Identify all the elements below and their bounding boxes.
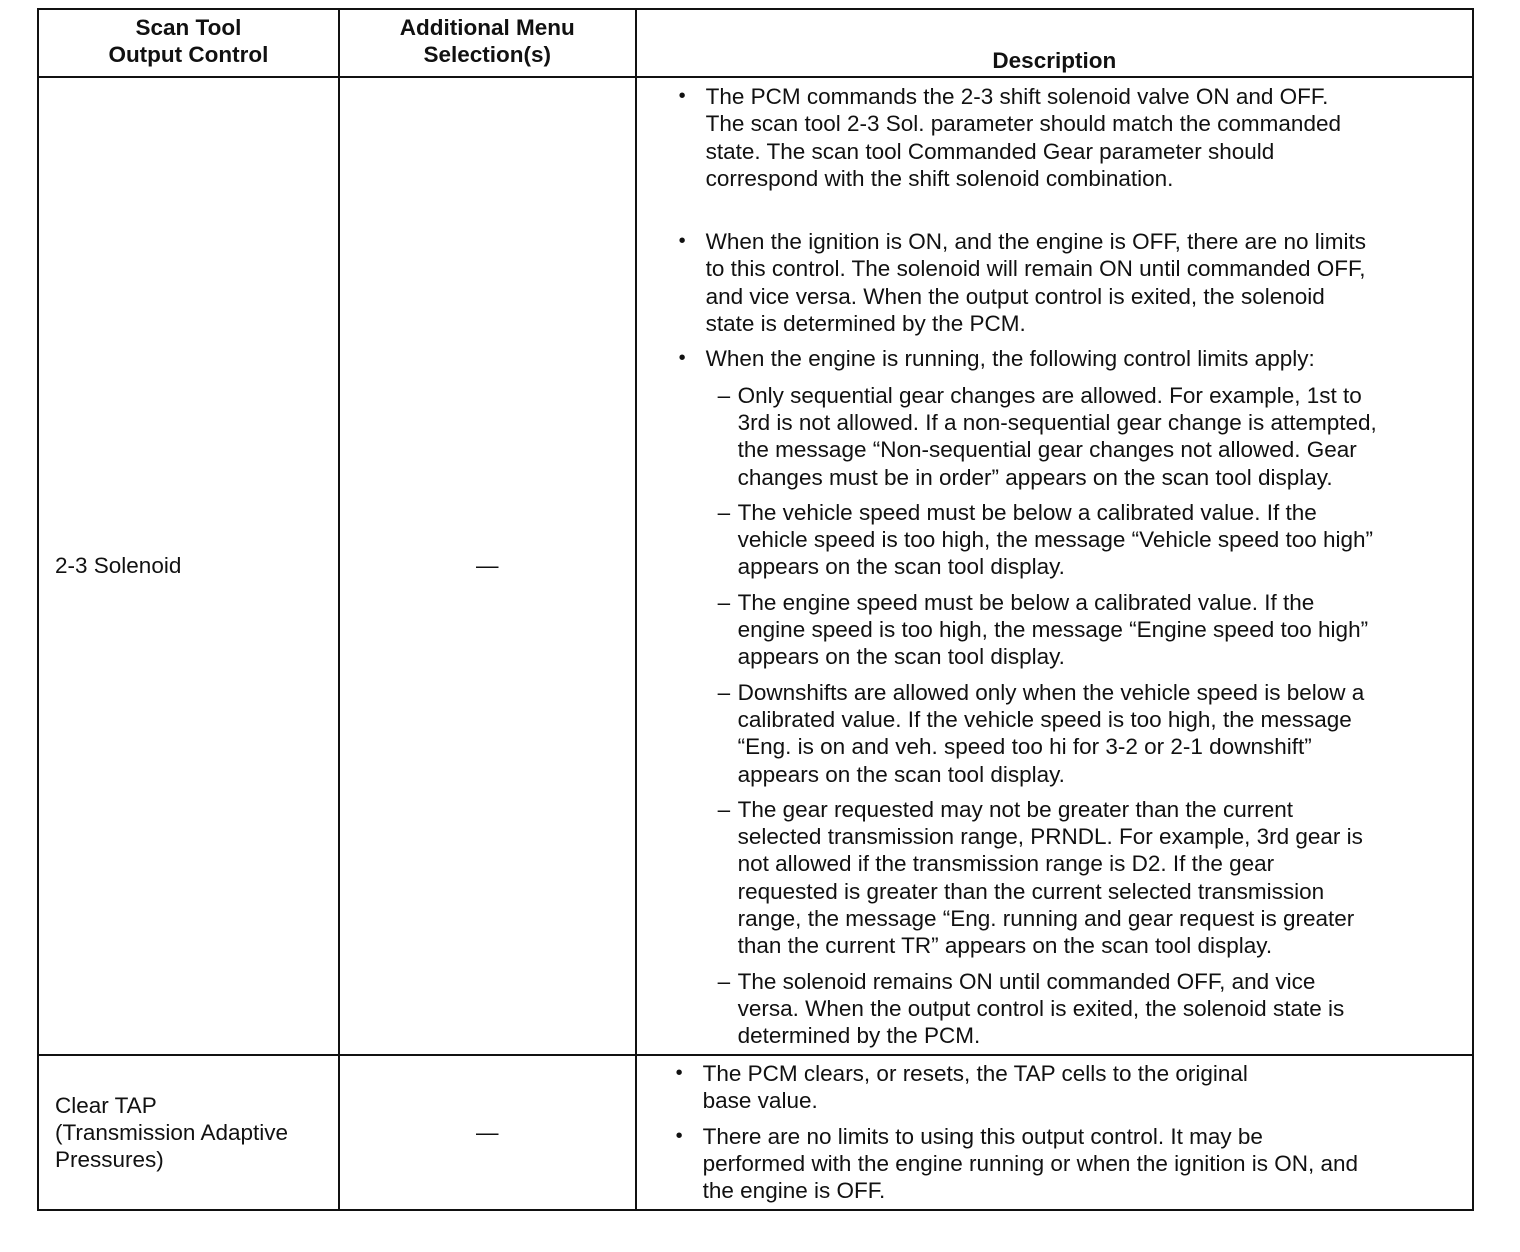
control-name: (Transmission Adaptive xyxy=(55,1119,289,1145)
text-line: state. The scan tool Commanded Gear parameter should xyxy=(705,138,1275,164)
description-bullet xyxy=(679,345,1464,1049)
text-line: state is determined by the PCM. xyxy=(705,311,1026,337)
sub-item xyxy=(706,968,1464,1050)
control-name: Clear TAP xyxy=(55,1092,157,1118)
text-line: – The vehicle speed must be below a calibrated value. If the xyxy=(737,499,1317,525)
text-line: calibrated value. If the vehicle speed is too high, the message xyxy=(737,706,1352,732)
text-line: selected transmission range, PRNDL. For example, 3rd gear is xyxy=(737,824,1363,850)
text-line: to this control. The solenoid will remain ON until commanded OFF, xyxy=(705,256,1366,282)
text-line: than the current TR” appears on the scan tool display. xyxy=(737,933,1273,959)
text-line: range, the message “Eng. running and gear request is greater xyxy=(737,906,1355,932)
text-line: requested is greater than the current selected transmission xyxy=(737,878,1325,904)
table-row xyxy=(38,77,1473,1055)
menu-selection-cell: — xyxy=(339,77,636,1055)
control-name: 2-3 Solenoid xyxy=(55,553,182,579)
menu-selection-cell: — xyxy=(339,1055,636,1210)
sub-item xyxy=(706,796,1464,960)
sub-item xyxy=(706,499,1464,581)
header-control-line: Output Control xyxy=(108,42,269,68)
text-line: 3rd is not allowed. If a non-sequential gear change is attempted, xyxy=(737,409,1377,435)
description-bullet xyxy=(676,1060,1464,1115)
text-line: appears on the scan tool display. xyxy=(737,554,1065,580)
header-additional-menu-selections xyxy=(339,9,636,77)
control-cell xyxy=(38,77,339,1055)
text-line: – The solenoid remains ON until commanded OFF, and vice xyxy=(737,968,1316,994)
table-row xyxy=(38,1055,1473,1210)
text-line: • When the ignition is ON, and the engine is OFF, there are no limits xyxy=(705,229,1366,255)
text-line: performed with the engine running or when the ignition is ON, and xyxy=(702,1150,1359,1176)
text-line: changes must be in order” appears on the scan tool display. xyxy=(737,464,1333,490)
text-line: – Downshifts are allowed only when the vehicle speed is below a xyxy=(737,679,1365,705)
text-line: • The PCM clears, or resets, the TAP cells to the original xyxy=(702,1061,1248,1086)
sub-item xyxy=(706,382,1464,491)
text-line: appears on the scan tool display. xyxy=(737,644,1065,670)
header-control-line: Scan Tool xyxy=(135,15,242,40)
control-name: Pressures) xyxy=(55,1147,164,1173)
sub-item xyxy=(706,679,1464,788)
header-menu-line: Additional Menu xyxy=(399,15,575,40)
header-scan-tool-output-control xyxy=(38,9,339,77)
text-line: base value. xyxy=(702,1088,818,1114)
text-line: – The engine speed must be below a calibrated value. If the xyxy=(737,589,1315,615)
text-line: not allowed if the transmission range is D2. If the gear xyxy=(737,851,1275,877)
description-bullet xyxy=(679,228,1464,337)
description-cell xyxy=(636,1055,1473,1210)
text-line: • When the engine is running, the following control limits apply: xyxy=(705,346,1315,372)
text-line: – Only sequential gear changes are allowed. For example, 1st to xyxy=(737,382,1362,408)
text-line: determined by the PCM. xyxy=(737,1023,981,1049)
text-line: the engine is OFF. xyxy=(702,1178,886,1204)
text-line: appears on the scan tool display. xyxy=(737,761,1065,787)
text-line: correspond with the shift solenoid combination. xyxy=(705,165,1174,191)
text-line: “Eng. is on and veh. speed too hi for 3-2 or 2-1 downshift” xyxy=(737,734,1312,760)
description-bullet xyxy=(676,1123,1464,1205)
control-cell xyxy=(38,1055,339,1210)
text-line: and vice versa. When the output control is exited, the solenoid xyxy=(705,283,1325,309)
text-line: vehicle speed is too high, the message “Vehicle speed too high” xyxy=(737,527,1374,553)
text-line: versa. When the output control is exited, the solenoid state is xyxy=(737,995,1345,1021)
text-line: • The PCM commands the 2-3 shift solenoid valve ON and OFF. xyxy=(705,84,1329,109)
description-cell xyxy=(636,77,1473,1055)
header-description: Description xyxy=(636,9,1473,77)
sub-item xyxy=(706,589,1464,671)
header-row xyxy=(38,9,1473,77)
header-menu-line: Selection(s) xyxy=(423,42,551,68)
output-control-table xyxy=(37,8,1474,1211)
text-line: The scan tool 2-3 Sol. parameter should match the commanded xyxy=(705,111,1341,137)
text-line: the message “Non-sequential gear changes not allowed. Gear xyxy=(737,437,1357,463)
description-bullet xyxy=(679,83,1464,192)
text-line: – The gear requested may not be greater than the current xyxy=(737,796,1293,822)
text-line: • There are no limits to using this output control. It may be xyxy=(702,1123,1263,1149)
text-line: engine speed is too high, the message “Engine speed too high” xyxy=(737,617,1369,643)
